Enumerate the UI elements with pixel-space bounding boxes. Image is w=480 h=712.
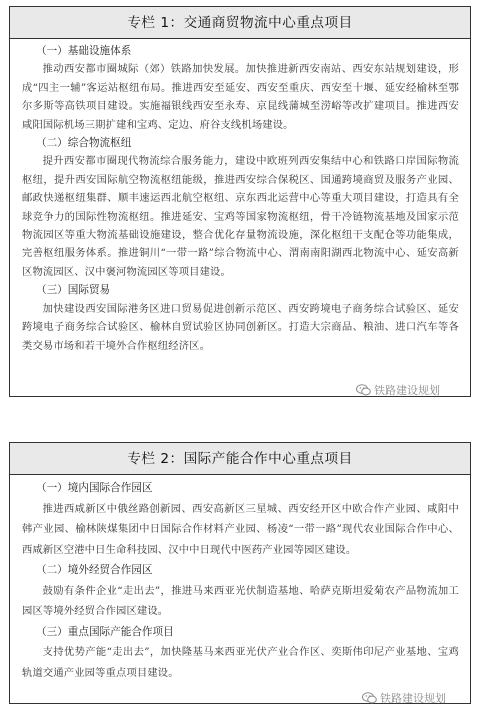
section-heading: （三）国际贸易	[36, 284, 111, 297]
watermark-text: 铁路建设规划	[374, 384, 440, 397]
section-heading: （一）境内国际合作园区	[36, 482, 153, 494]
section-text: 提升西安都市圈现代物流综合服务能力，建设中欧班列西安集结中心和铁路口岸国际物流枢纽，提升西安国际航空物流枢纽能级，推进西安综合保税区、国通跨境商贸及服务产业园、邮政快递枢纽集群、顺丰速运西北航空枢纽、京东西北运营中心等重大项目建设，打造具有全球竞争力的国际性物流枢纽。推进延安、宝鸡等国家物流枢纽，骨干冷链物流基地及国家示范物流园区等重大物流基础设施建设，整合优化存量物流设施，深化枢纽干支配仓等功能集成，完善枢纽服务体系。推进铜川“一带一路”综合物流中心、渭南南阳湖西北物流中心、延安高新区物流园区、汉中褒河物流园区等项目建设。	[22, 155, 459, 278]
wechat-icon	[356, 384, 371, 396]
section-heading: （三）重点国际产能合作项目	[36, 625, 174, 638]
feature-box-2-title: 专栏 2：国际产能合作中心重点项目	[10, 443, 470, 475]
section-heading: （一）基础设施体系	[36, 45, 132, 57]
watermark-text: 铁路建设规划	[380, 692, 446, 705]
feature-box-2	[9, 442, 471, 704]
wechat-icon	[362, 692, 377, 704]
section-text: 鼓励有条件企业“走出去”，推进马来西亚光伏制造基地、哈萨克斯坦爱菊农产品物流加工园区等境外经贸合作园区建设。	[22, 584, 459, 617]
section-text: 支持优势产能“走出去”，加快隆基马来西亚光伏产业合作区、奕斯伟印尼产业基地、宝鸡轨道交通产业园等重点项目建设。	[22, 646, 459, 679]
watermark	[362, 690, 446, 706]
watermark	[356, 382, 440, 398]
section-text: 推进西咸新区中俄丝路创新园、西安高新区三星城、西安经开区中欧合作产业园、咸阳中韩产业园、榆林陕煤集团中日国际合作材料产业园、杨凌“一带一路”现代农业国际合作中心、西咸新区空港中日生命科技园、汉中中日现代中医药产业园等园区建设。	[22, 502, 459, 556]
feature-box-1-content	[10, 39, 470, 355]
feature-box-2-content	[10, 475, 470, 683]
section-heading: （二）综合物流枢纽	[36, 137, 132, 150]
section-text: 推动西安都市圈城际（郊）铁路加快发展。加快推进新西安南站、西安东站规划建设，形成“四主一辅”客运站枢纽布局。推进西安至延安、西安至重庆、西安至十堰、延安经榆林至鄂尔多斯等高铁项目建设。实施福银线西安至永寿、京昆线蒲城至涝峪等改扩建项目。推进西安咸阳国际机场三期扩建和宝鸡、定边、府谷支线机场建设。	[22, 63, 459, 131]
feature-box-1	[9, 6, 471, 397]
section-text: 加快建设西安国际港务区进口贸易促进创新示范区、西安跨境电子商务综合试验区、延安跨境电子商务综合试验区、榆林自贸试验区协同创新区。打造大宗商品、粮油、进口汽车等各类交易市场和若干境外合作枢纽经济区。	[22, 302, 459, 352]
section-heading: （二）境外经贸合作园区	[36, 564, 153, 576]
feature-box-1-title: 专栏 1：交通商贸物流中心重点项目	[10, 7, 470, 39]
